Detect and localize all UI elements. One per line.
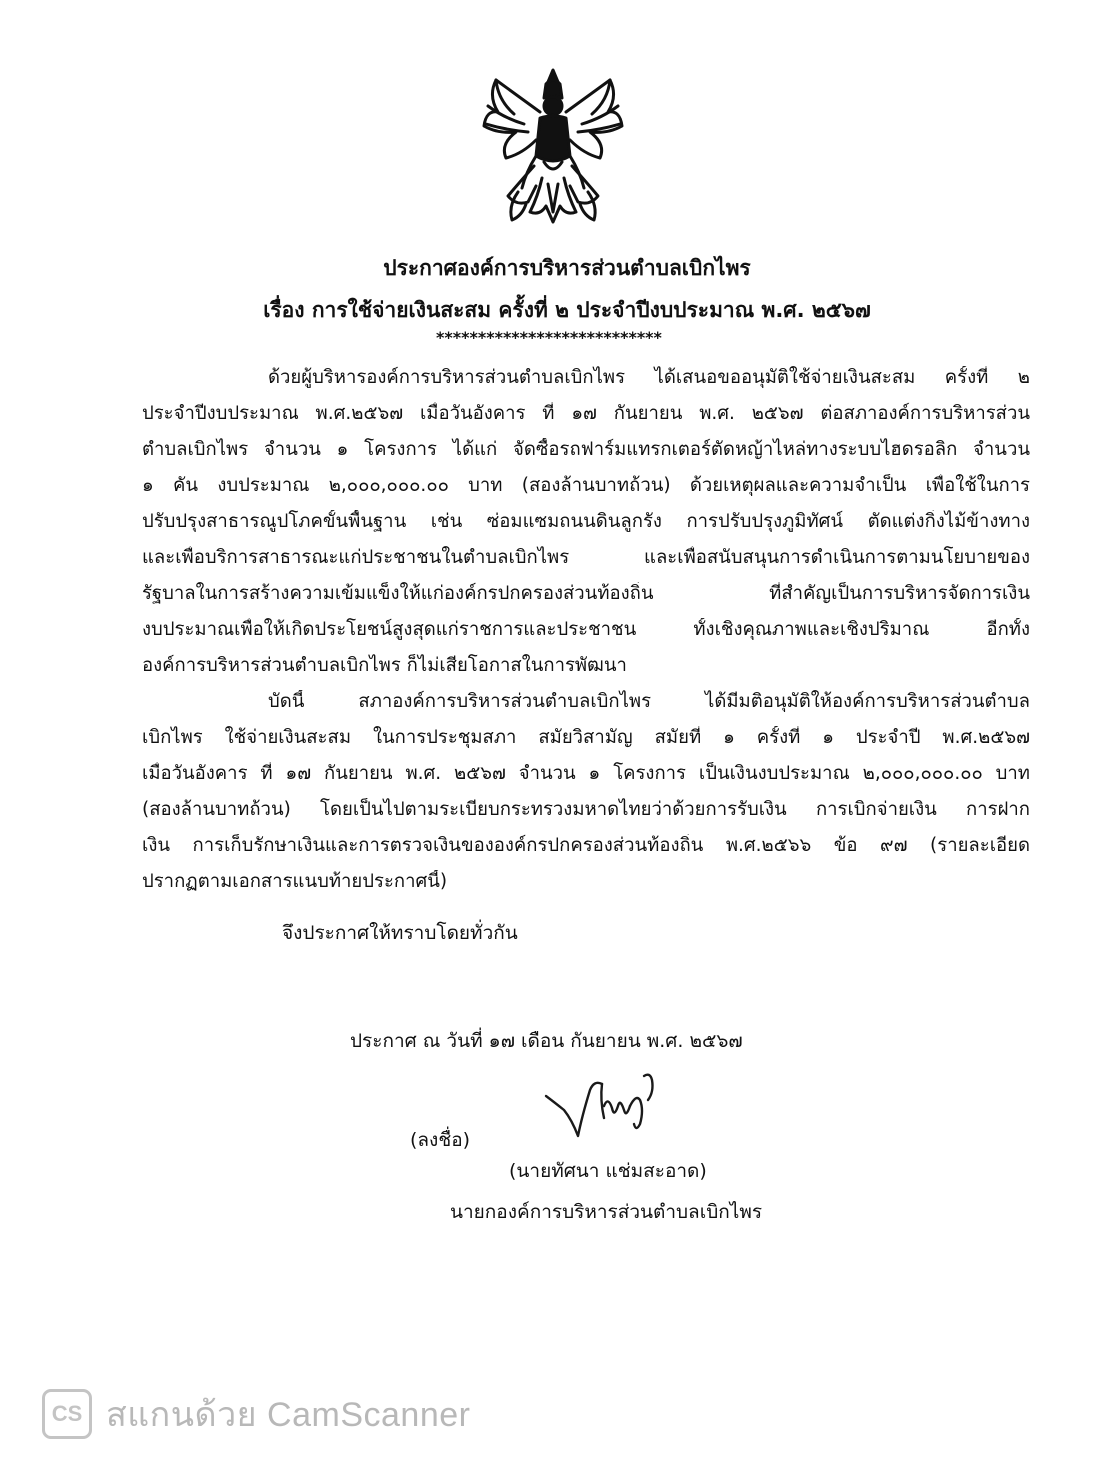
handwritten-signature bbox=[540, 1066, 670, 1146]
announcement-subject: เรื่อง การใช้จ่ายเงินสะสม ครั้งที่ ๒ ประจำปีงบประมาณ พ.ศ. ๒๕๖๗ bbox=[263, 298, 871, 322]
garuda-emblem-icon bbox=[478, 66, 628, 228]
title-separator: *************************** bbox=[436, 328, 662, 347]
announcement-date: ประกาศ ณ วันที่ ๑๗ เดือน กันยายน พ.ศ. ๒๕๖๗ bbox=[350, 1030, 743, 1052]
camscanner-watermark bbox=[42, 1386, 470, 1442]
closing-statement: จึงประกาศให้ทราบโดยทั่วกัน bbox=[282, 922, 518, 944]
signature-label: (ลงชื่อ) bbox=[410, 1129, 471, 1151]
paragraph-line: รัฐบาลในการสร้างความเข้มแข็งให้แก่องค์กรปกครองส่วนท้องถิ่น ที่สำคัญเป็นการบริหารจัดการเงิน bbox=[142, 583, 1030, 604]
announcement-title: ประกาศองค์การบริหารส่วนตำบลเบิกไพร bbox=[383, 256, 751, 280]
camscanner-text: สแกนด้วย CamScanner bbox=[106, 1396, 471, 1434]
paragraph-line: บัดนี้ สภาองค์การบริหารส่วนตำบลเบิกไพร ได้มีมติอนุมัติให้องค์การบริหารส่วนตำบล bbox=[268, 691, 1030, 712]
paragraph-line: ๑ คัน งบประมาณ ๒,๐๐๐,๐๐๐.๐๐ บาท (สองล้านบาทถ้วน) ด้วยเหตุผลและความจำเป็น เพื่อใช้ในการ bbox=[142, 475, 1030, 496]
paragraph-line: (สองล้านบาทถ้วน) โดยเป็นไปตามระเบียบกระทรวงมหาดไทยว่าด้วยการรับเงิน การเบิกจ่ายเงิน การฝาก bbox=[142, 799, 1030, 820]
paragraph-line: เมื่อวันอังคาร ที่ ๑๗ กันยายน พ.ศ. ๒๕๖๗ จำนวน ๑ โครงการ เป็นเงินงบประมาณ ๒,๐๐๐,๐๐๐.๐๐ บาท bbox=[142, 763, 1030, 784]
signer-name: (นายทัศนา แช่มสะอาด) bbox=[509, 1160, 707, 1182]
paragraph-line: งบประมาณเพื่อให้เกิดประโยชน์สูงสุดแก่ราชการและประชาชน ทั้งเชิงคุณภาพและเชิงปริมาณ อีกทั้ง bbox=[142, 619, 1030, 640]
paragraph-line: ตำบลเบิกไพร จำนวน ๑ โครงการ ได้แก่ จัดซื้อรถฟาร์มแทรกเตอร์ตัดหญ้าไหล่ทางระบบไฮดรอลิก จำนวน bbox=[142, 439, 1030, 460]
camscanner-logo-icon: CS bbox=[42, 1389, 92, 1439]
paragraph-line: และเพื่อบริการสาธารณะแก่ประชาชนในตำบลเบิกไพร และเพื่อสนับสนุนการดำเนินการตามนโยบายของ bbox=[142, 547, 1030, 568]
paragraph-line: องค์การบริหารส่วนตำบลเบิกไพร ก็ไม่เสียโอกาสในการพัฒนา bbox=[142, 655, 627, 676]
signer-position: นายกองค์การบริหารส่วนตำบลเบิกไพร bbox=[450, 1201, 763, 1223]
paragraph-line: ประจำปีงบประมาณ พ.ศ.๒๕๖๗ เมื่อวันอังคาร ที่ ๑๗ กันยายน พ.ศ. ๒๕๖๗ ต่อสภาองค์การบริหารส่วน bbox=[142, 403, 1030, 424]
paragraph-line: ปรากฏตามเอกสารแนบท้ายประกาศนี้) bbox=[142, 871, 448, 892]
paragraph-line: เบิกไพร ใช้จ่ายเงินสะสม ในการประชุมสภา สมัยวิสามัญ สมัยที่ ๑ ครั้งที่ ๑ ประจำปี พ.ศ.๒๕๖๗ bbox=[142, 727, 1030, 748]
paragraph-line: ปรับปรุงสาธารณูปโภคขั้นพื้นฐาน เช่น ซ่อมแซมถนนดินลูกรัง การปรับปรุงภูมิทัศน์ ตัดแต่งกิ่งไม้ข้างทาง bbox=[142, 511, 1030, 532]
paragraph-line: เงิน การเก็บรักษาเงินและการตรวจเงินขององค์กรปกครองส่วนท้องถิ่น พ.ศ.๒๕๖๖ ข้อ ๙๗ (รายละเอียด bbox=[142, 835, 1030, 856]
paragraph-line: ด้วยผู้บริหารองค์การบริหารส่วนตำบลเบิกไพร ได้เสนอขออนุมัติใช้จ่ายเงินสะสม ครั้งที่ ๒ bbox=[268, 367, 1030, 388]
